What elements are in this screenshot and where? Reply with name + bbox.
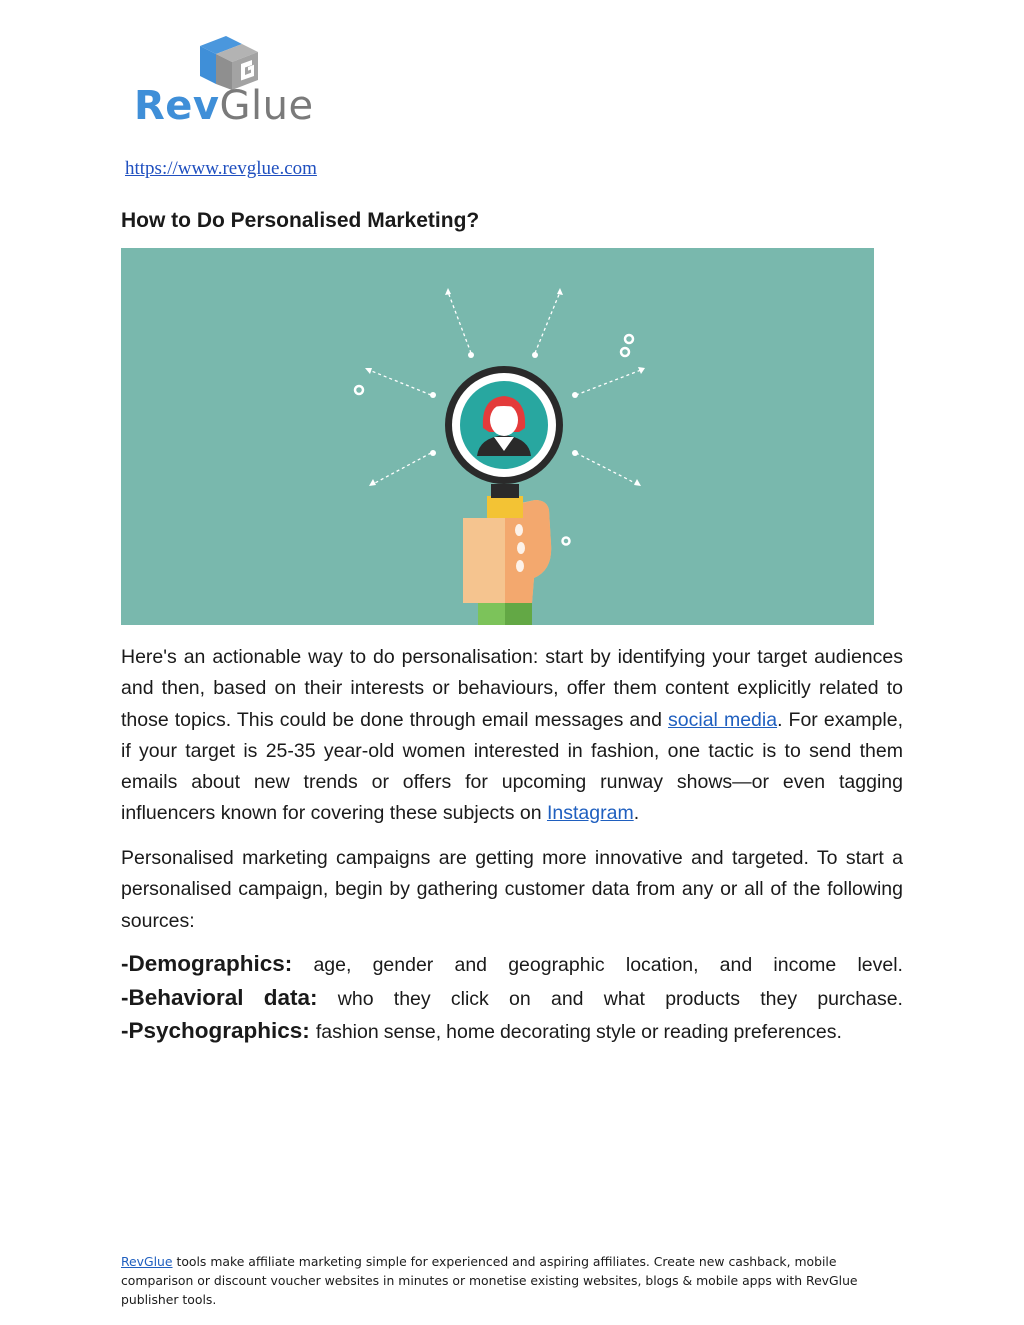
definition-text: reading [663, 1021, 729, 1043]
definition-text: on [509, 987, 531, 1010]
definition-text: and [719, 954, 753, 976]
definition-text: products [665, 987, 740, 1010]
definition-text: and [454, 954, 488, 976]
definition-text: decorating [499, 1021, 592, 1043]
definition-text: geographic [508, 954, 605, 976]
definition-text: preferences. [733, 1021, 842, 1043]
data-sources-list [121, 948, 903, 1049]
definition-text: click [450, 987, 489, 1010]
intro-text-middle: . For example, if your target is 25-35 year-old women interested in fashion, one tactic is to send them emails about new trends or offers for upcoming runway shows—or even tagging influencers known for covering these subjects on [121, 708, 903, 825]
site-url-link[interactable]: https://www.revglue.com [125, 158, 317, 179]
intro-paragraph [121, 642, 903, 830]
definition-item [121, 1015, 903, 1049]
definition-text: location, [625, 954, 699, 976]
definition-text: fashion [315, 1021, 379, 1043]
definition-text: they [393, 987, 431, 1010]
definition-text: income [773, 954, 837, 976]
logo-rev: Rev [134, 83, 220, 129]
definition-text: or [641, 1021, 659, 1043]
definition-text: sense, [383, 1021, 442, 1043]
social-media-link[interactable]: social media [668, 708, 778, 731]
intro-text-end: . [633, 802, 640, 825]
instagram-link[interactable]: Instagram [546, 802, 634, 825]
definition-text: style [596, 1021, 637, 1043]
footer-text: tools make affiliate marketing simple for experienced and aspiring affiliates. Create new cashback, mobile comparison or discount voucher websites in minutes or monetise existing websites, blogs & mobile apps with RevGlue publisher tools. [121, 1254, 858, 1307]
footer [121, 1252, 911, 1309]
footer-revglue-link[interactable]: RevGlue [121, 1254, 173, 1269]
definition-term: data: [263, 984, 318, 1010]
definition-text: and [550, 987, 584, 1010]
logo-glue: Glue [219, 83, 314, 129]
brand-logo[interactable] [134, 84, 314, 128]
definition-item [121, 948, 903, 982]
definition-text: what [603, 987, 645, 1010]
definition-text: they [760, 987, 798, 1010]
definition-term: -Behavioral [121, 984, 244, 1010]
definition-term: -Demographics: [121, 951, 293, 976]
definition-text: home [446, 1021, 495, 1043]
campaign-paragraph: Personalised marketing campaigns are getting more innovative and targeted. To start a personalised campaign, begin by gathering customer data from any or all of the following sources: [121, 847, 903, 932]
definition-item [121, 982, 903, 1016]
definition-text: who [337, 987, 374, 1010]
magnifier-user-search-icon [121, 248, 874, 625]
definition-term: -Psychographics: [121, 1018, 310, 1043]
intro-text-start: Here's an actionable way to do personalisation: start by identifying your target audiences and then, based on their interests or behaviours, offer them content explicitly related to those topics. This could be done through email messages and [121, 646, 903, 731]
article-title: How to Do Personalised Marketing? [121, 209, 480, 232]
definition-text: gender [372, 954, 434, 976]
definition-text: purchase. [817, 987, 903, 1010]
definition-text: age, [313, 954, 352, 976]
definition-text: level. [857, 954, 903, 976]
